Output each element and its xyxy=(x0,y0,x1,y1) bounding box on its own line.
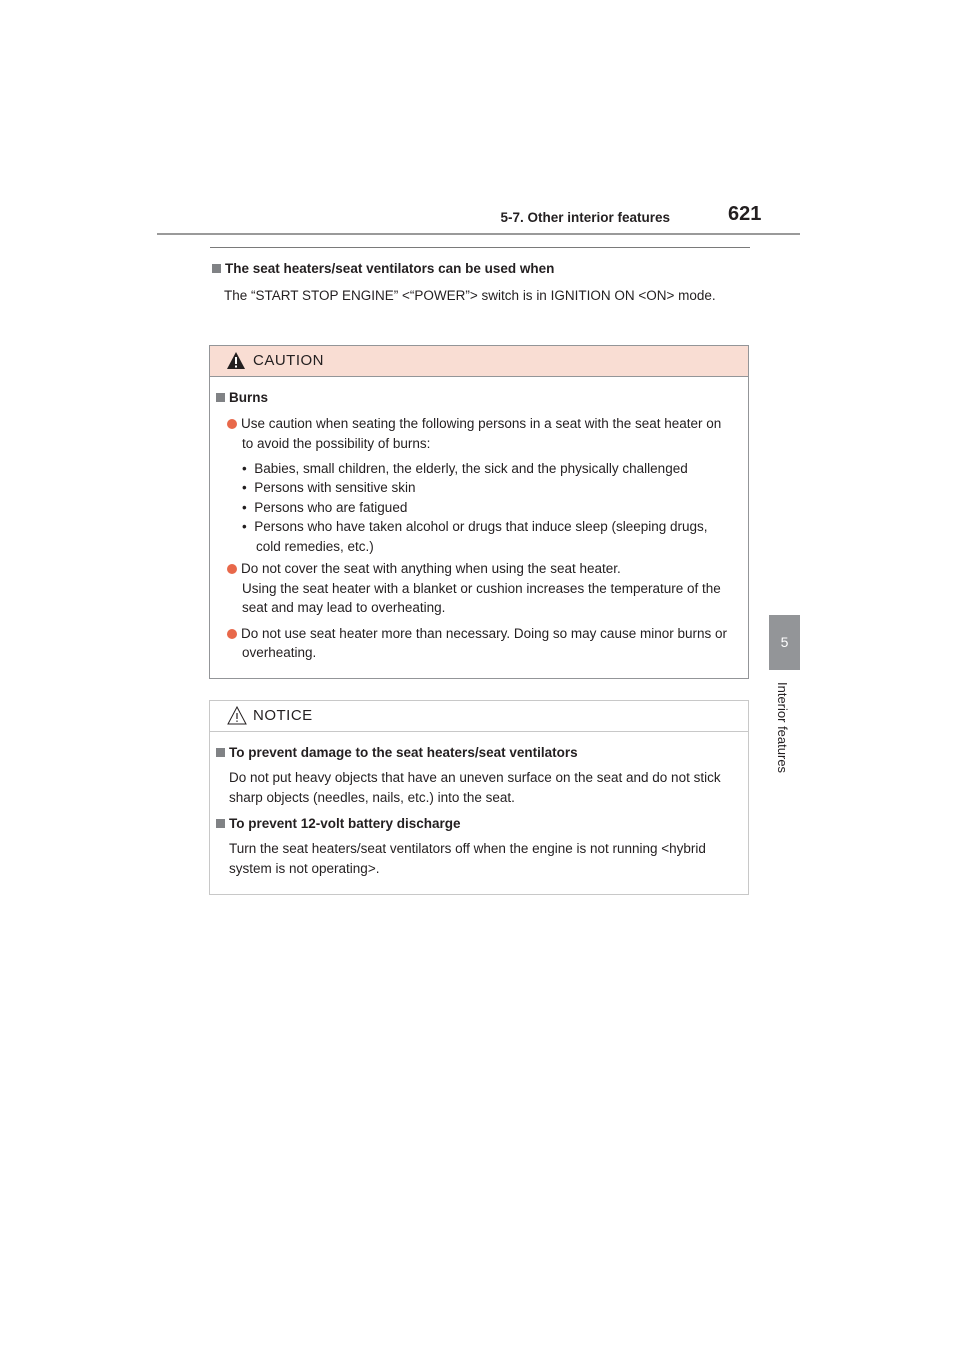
chapter-title: Interior features xyxy=(775,682,790,774)
caution-title: CAUTION xyxy=(253,352,324,369)
caution-subitem-3: • Persons who are fatigued xyxy=(242,500,408,515)
square-bullet-icon xyxy=(216,819,225,828)
page-number: 621 xyxy=(728,203,762,225)
caution-item-1-line-1: Use caution when seating the following persons in a seat with the seat heater on xyxy=(227,414,721,434)
notice-body-1-line-2: sharp objects (needles, nails, etc.) into the seat. xyxy=(229,790,515,805)
caution-subitem-4: • Persons who have taken alcohol or drugs that induce sleep (sleeping drugs, xyxy=(242,519,708,534)
caution-subitem-2: • Persons with sensitive skin xyxy=(242,480,416,495)
content-rule xyxy=(210,247,750,248)
intro-heading xyxy=(212,261,554,276)
intro-heading-text: The seat heaters/seat ventilators can be used when xyxy=(225,261,555,276)
caution-subitem-4-line-2: cold remedies, etc.) xyxy=(256,539,374,554)
caution-item-2-line-3: seat and may lead to overheating. xyxy=(242,600,446,615)
notice-body-2-line-1: Turn the seat heaters/seat ventilators off when the engine is not running <hybrid xyxy=(229,841,706,856)
caution-section-heading: Burns xyxy=(216,388,268,408)
notice-body-1-line-1: Do not put heavy objects that have an uneven surface on the seat and do not stick xyxy=(229,770,721,785)
warning-triangle-icon xyxy=(227,352,245,369)
caution-item-3-line-1: Do not use seat heater more than necessary. Doing so may cause minor burns or xyxy=(227,624,727,644)
round-bullet-icon xyxy=(227,564,237,574)
notice-title: NOTICE xyxy=(253,707,313,724)
round-bullet-icon xyxy=(227,419,237,429)
caution-item-2-line-1: Do not cover the seat with anything when using the seat heater. xyxy=(227,559,621,579)
notice-body-2-line-2: system is not operating>. xyxy=(229,861,380,876)
section-title: 5-7. Other interior features xyxy=(500,210,670,225)
caution-header xyxy=(210,346,748,377)
notice-header xyxy=(210,701,748,732)
intro-body: The “START STOP ENGINE” <“POWER”> switch is in IGNITION ON <ON> mode. xyxy=(224,288,716,303)
caution-subitem-1: • Babies, small children, the elderly, the sick and the physically challenged xyxy=(242,461,688,476)
caution-item-1-line-2: to avoid the possibility of burns: xyxy=(242,436,431,451)
square-bullet-icon xyxy=(216,748,225,757)
square-bullet-icon xyxy=(216,393,225,402)
caution-item-3-line-2: overheating. xyxy=(242,645,317,660)
square-bullet-icon xyxy=(212,264,221,273)
caution-item-2-line-2: Using the seat heater with a blanket or cushion increases the temperature of the xyxy=(242,581,721,596)
chapter-tab: 5 xyxy=(769,615,800,670)
notice-triangle-icon xyxy=(227,706,247,725)
header-rule xyxy=(157,233,800,235)
notice-heading-2: To prevent 12-volt battery discharge xyxy=(216,814,461,834)
notice-heading-1: To prevent damage to the seat heaters/seat ventilators xyxy=(216,743,578,763)
round-bullet-icon xyxy=(227,629,237,639)
